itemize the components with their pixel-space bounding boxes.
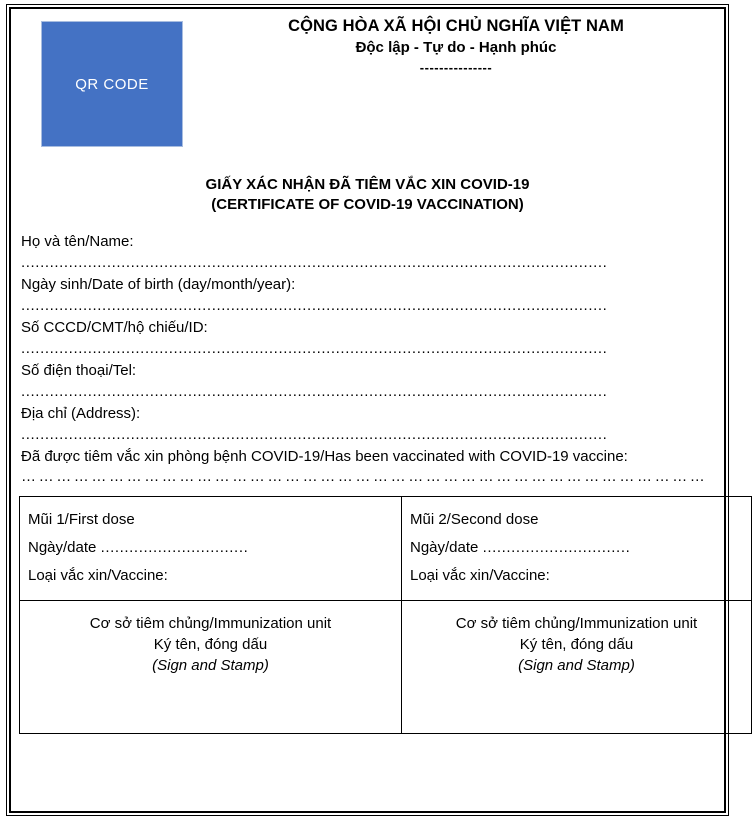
qr-code-label: QR CODE [75,75,149,93]
national-motto: Độc lập - Tự do - Hạnh phúc [355,39,557,56]
dose-1-vaccine-label[interactable]: Loại vắc xin/Vaccine: [28,567,168,584]
field-address-input[interactable]: ........................................................................................................................... [21,426,608,443]
signature-1-sign-stamp-english: (Sign and Stamp) [152,657,269,674]
signature-cell-first[interactable] [20,601,402,734]
field-telephone [21,360,714,402]
field-name-input[interactable]: ........................................................................................................................... [21,254,608,271]
dose-table [19,496,752,734]
document-frame-inner-border [9,7,726,813]
certificate-title [11,175,724,215]
field-telephone-label: Số điện thoại/Tel: [21,362,137,379]
field-date-of-birth [21,274,714,316]
document-body [11,9,724,811]
table-row-doses [20,497,752,601]
field-id-number-label: Số CCCD/CMT/hộ chiếu/ID: [21,319,208,336]
signature-1-unit-label: Cơ sở tiêm chủng/Immunization unit [89,615,332,632]
national-heading [201,17,711,75]
dose-2-vaccine-label[interactable]: Loại vắc xin/Vaccine: [410,567,550,584]
field-address [21,403,714,445]
field-address-label: Địa chỉ (Address): [21,405,141,422]
signature-2-sign-stamp-english: (Sign and Stamp) [518,657,635,674]
heading-separator: --------------- [419,60,493,75]
dose-2-date-label: Ngày/date [410,539,479,556]
dose-cell-first [20,497,402,601]
field-date-of-birth-label: Ngày sinh/Date of birth (day/month/year): [21,276,296,293]
signature-1-sign-stamp-vietnamese: Ký tên, đóng dấu [153,636,268,653]
dose-2-date-row[interactable] [410,534,743,562]
dose-1-date-input[interactable]: ............................... [100,539,249,556]
document-header [11,9,724,157]
vaccination-statement [21,446,714,487]
signature-2-unit-label: Cơ sở tiêm chủng/Immunization unit [455,615,698,632]
field-id-number-input[interactable]: ........................................................................................................................... [21,340,608,357]
country-name: CỘNG HÒA XÃ HỘI CHỦ NGHĨA VIỆT NAM [288,17,624,35]
vaccination-statement-input[interactable]: ……………………………………………………………………………………………………… [21,468,708,485]
dose-cell-second [402,497,752,601]
field-name-label: Họ và tên/Name: [21,233,134,250]
certificate-title-english: (CERTIFICATE OF COVID-19 VACCINATION) [211,196,524,213]
field-date-of-birth-input[interactable]: ........................................................................................................................... [21,297,608,314]
table-row-signatures [20,601,752,734]
qr-code-placeholder[interactable] [41,21,183,147]
vaccination-statement-text: Đã được tiêm vắc xin phòng bệnh COVID-19/Has been vaccinated with COVID-19 vaccine: [21,448,628,465]
form-fields [11,231,724,487]
document-frame [6,4,729,816]
dose-1-date-label: Ngày/date [28,539,97,556]
field-telephone-input[interactable]: ........................................................................................................................... [21,383,608,400]
signature-2-sign-stamp-vietnamese: Ký tên, đóng dấu [519,636,634,653]
signature-cell-second[interactable] [402,601,752,734]
field-id-number [21,317,714,359]
dose-2-date-input[interactable]: ............................... [482,539,631,556]
dose-1-title: Mũi 1/First dose [28,511,135,528]
dose-2-title: Mũi 2/Second dose [410,511,539,528]
dose-1-date-row[interactable] [28,534,393,562]
field-name [21,231,714,273]
certificate-title-vietnamese: GIẤY XÁC NHẬN ĐÃ TIÊM VẮC XIN COVID-19 [205,176,530,193]
